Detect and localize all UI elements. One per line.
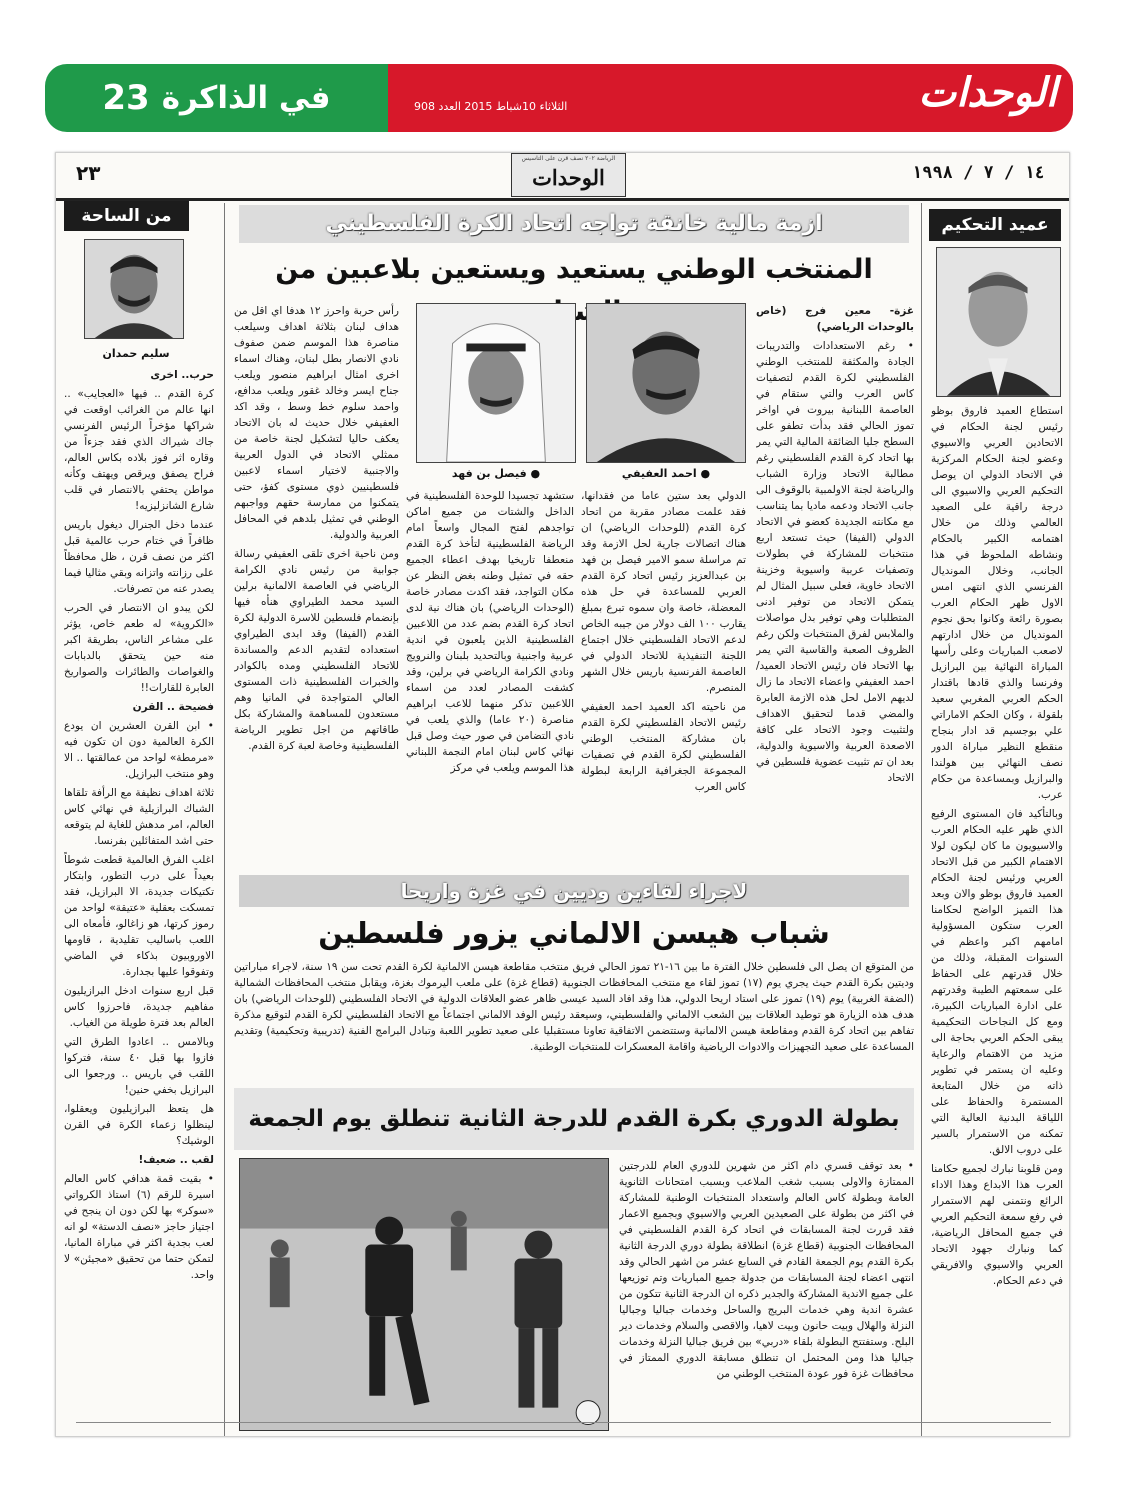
page-footer-rule — [76, 1422, 1051, 1434]
paragraph: لقب .. ضعيف! — [138, 1154, 214, 1166]
clip-date: ١٤ / ٧ / ١٩٩٨ — [911, 163, 1045, 183]
paragraph: • بعد توقف قسري دام اكثر من شهرين للدوري العام للدرجتين الممتازة والاولى بسبب شغب الملاعب وبسبب امتحانات الثانوية العامة وبطولة كاس العالم واستعداد المنتخبات الوطنية للمشاركة في اكثر من بطولة على الصعيدين العربي والاسيوي وبجميع الاعمار فقد قررت لجنة المسابقات في اتحاد كرة القدم الفلسطيني في المحافظات الجنوبية (قطاع غزة) انطلاقة بطولة دوري الدرجة الثانية بكرة القدم يوم الجمعة القادم في السابع عشر من اشهر الحالي وقد انتهى اعضاء لجنة المسابقات من جدولة جميع المباريات وتم توزيعها على جميع الاندية المشاركة والجدير ذكره ان الدرجة الثانية تتكون من عشرة اندية وهي خدمات البريج والساحل وخدمات جباليا وجباليا النزلة والهلال وبيت حانون وبيت لاهيا، والاقصى والسلام وخدمات دير البلح. وستفتتح البطولة بلقاء «دربي» بين فريق جباليا النزلة وخدمات جباليا هذا ومن المحتمل ان تنطلق مسابقة الدوري الممتاز في محافظات غزة فور عودة المنتخب الوطني من — [619, 1160, 914, 1380]
section-badge — [45, 64, 388, 132]
story1-column-1 — [756, 303, 914, 873]
newspaper-logo: الوحدات — [918, 69, 1057, 116]
page-number: 23 — [102, 78, 150, 118]
portrait-image — [417, 304, 575, 462]
paragraph: عندما دخل الجنرال ديغول باريس ظافراً في ختام حرب عالمية قبل اكثر من نصف قرن ، ظل محافظاً على رزانته واتزانه وبقي مثاليا فيما يصدر عنه من تصرفات. — [64, 519, 214, 595]
paragraph: من ناحيته اكد العميد احمد العفيفي رئيس الاتحاد الفلسطيني لكرة القدم بان مشاركة المنتخب الوطني الفلسطيني لكرة القدم في تصفيات المجموعة الجغرافية الرابعة لبطولة كاس العرب — [581, 701, 746, 793]
clip-masthead — [511, 153, 626, 197]
story2-body — [234, 959, 914, 1077]
author-name: سليم حمدان — [102, 347, 170, 360]
story1-kicker: ازمة مالية خانقة تواجه اتحاد الكرة الفلسطيني — [239, 205, 909, 243]
story3-headline: بطولة الدوري بكرة القدم للدرجة الثانية تنطلق يوم الجمعة — [234, 1088, 914, 1150]
column-divider — [224, 203, 225, 1437]
section-title: في الذاكرة — [161, 80, 331, 116]
story2-kicker: لاجراء لقاءين وديين في غزة واريحا — [239, 875, 909, 907]
match-image — [240, 1159, 608, 1431]
left-column-text — [64, 367, 214, 1427]
paragraph: حرب.. اخرى — [150, 369, 214, 381]
paragraph: • ابن القرن العشرين ان يودع الكرة العالمية دون ان تكون فيه «مرمطة» لواحد من عمالقتها .. الا وهو منتخب البرازيل. — [64, 720, 214, 780]
byline: غزة- معين فرج (خاص بالوحدات الرياضي) — [756, 305, 914, 333]
story1-column-2 — [581, 488, 746, 873]
paragraph: • رغم الاستعدادات والتدريبات الجادة والمكثفة للمنتخب الوطني الفلسطيني لكرة القدم لتصفيات كاس العرب والتي ستقام في العاصمة اللبنانية بيروت في اواخر تموز الحالي فقد بدأت تطفو على السطح جليا الضائقة المالية التي يمر بها اتحاد كرة القدم الفلسطيني رغم مطالبة الاتحاد وزارة الشباب والرياضة لجنة الاولمبية بالوقوف الى جانب الاتحاد ودعمه ماديا بما يتناسب مع مكانته الجديدة كعضو في الاتحاد الدولي (الفيفا) حيث تستعد اربع منتخبات للمشاركة في بطولات وتصفيات عربية واسيوية وخزينة الاتحاد خاوية، فعلى سبيل المثال لم يتمكن الاتحاد من توفير ادنى المتطلبات وهي توفير بدل مواصلات والملابس لفرق المنتخبات ولكن رغم الظروف الصعبة والقاسية التي يمر بها الاتحاد فان رئيس الاتحاد العميد/ احمد العفيفي واعضاء الاتحاد ما زال لديهم الامل لحل هذه الازمة العابرة والمضي قدما لتحقيق الاهداف ولتثبيت وجود الاتحاد على كافة الاصعدة العربية والاسيوية والدولية، بعد ان تم تثبيت عضوية فلسطين في الاتحاد — [756, 340, 914, 784]
portrait-image — [937, 248, 1060, 396]
paragraph: • بقيت قمة هدافي كاس العالم اسيرة للرقم (٦) استاذ الكرواتي «سوكر» بها لكن دون ان ينجح في اجتياز حاجز «نصف الدستة» لو انه لعب بجدية اكثر في مباراة المانيا، لتمكن حتما من تحقيق «مجيئن» لا واحد. — [64, 1173, 214, 1281]
column-divider — [921, 203, 922, 1437]
paragraph: قبل اربع سنوات ادخل البرازيليون مفاهيم جديدة، فاحرزوا كاس العالم بعد فترة طويلة من الغياب. — [64, 985, 214, 1029]
clip-page-number: ٢٣ — [76, 161, 101, 185]
paragraph: فضيحة .. القرن — [132, 701, 214, 713]
photo-ahmed-afifi — [586, 303, 746, 463]
masthead-name: الوحدات — [532, 165, 605, 190]
paragraph: استطاع العميد فاروق بوظو رئيس لجنة الحكام في الاتحادين العربي والاسيوي وعضو لجنة الحكام المركزية في الاتحاد الدولي ان يوصل التحكيم العربي والاسيوي الى درجة راقية على الصعيد العالمي وذلك من خلال اهتمامه الكبير بالحكام ونشاطه الملحوظ في هذا الجانب، وخلال المونديال الفرنسي الذي انتهى امس الاول ظهر الحكام العرب بصورة رائعة وكانوا بحق نجوم المونديال من خلال ادارتهم لاصعب المباريات وعلى رأسها المباراة النهائية بين البرازيل وفرنسا والذي قادها باقتدار الحكم العربي المغربي سعيد بلقولة ، وكان الحكم الاماراتي علي بوجسيم قد ادار بنجاح منقطع النظير مباراة الدور نصف النهائي بين هولندا والبرازيل وبمساعدة من حكام عرب. — [931, 405, 1063, 801]
story1-column-3 — [406, 488, 574, 873]
issue-date: الثلاثاء 10شباط 2015 العدد 908 — [414, 100, 568, 113]
story3-body — [619, 1158, 914, 1433]
paragraph: ستشهد تجسيدا للوحدة الفلسطينية في الداخل والشتات من جميع اماكن تواجدهم لفتح المجال واسعاً امام الرياضة الفلسطينية لتأخذ كرة القدم منعطفا تاريخيا بهدف اعطاء الجميع حقه في تمثيل وطنه بغض النظر عن مكان التواجد، فقد اكدت مصادر خاصة (الوحدات الرياضي) بان هناك نية لدى اتحاد كرة القدم بضم عدد من اللاعبين الفلسطينية الذين يلعبون في اندية عربية واجنبية وبالتحديد بلبنان والنرويج ونادي الكرامة الرياضي في برلين، وقد كشفت المصادر لعدد من اسماء اللاعبين تذكر منهما للاعب ابراهيم مناصرة (٢٠ عاما) والذي يلعب في نادي التضامن في صور حيث وصل قبل نهائي كاس لبنان امام النجمة اللبناني هذا الموسم ويلعب في مركز — [406, 490, 574, 774]
header-bar — [388, 64, 1073, 132]
paragraph: ومن ناحية اخرى تلقى العفيفي رسالة جوابية من رئيس نادي الكرامة الرياضي في العاصمة الالمانية برلين السيد محمد الطيراوي هنأه فيها بإنضمام فلسطين للاسرة الدولية لكرة القدم (الفيفا) وقد ابدى الطيراوي استعداده لتقديم الدعم والمساندة للاتحاد الفلسطيني ومده بالكوادر والخبرات الفلسطينية ذات المستوى العالي المتواجدة في المانيا وهم مستعدون للمساهمة والمشاركة بكل طاقاتهم من اجل تطوير الرياضة الفلسطينية وخاصة لعبة كرة القدم. — [234, 548, 399, 752]
story2-headline: شباب هيسن الالماني يزور فلسطين — [318, 916, 830, 950]
paragraph: الدولي بعد ستين عاما من فقدانها، فقد علمت مصادر مقربة من اتحاد كرة القدم (للوحدات الرياضي) ان هناك اتصالات جارية لحل الازمة وقد تم مراسلة سمو الامير فيصل بن فهد بن عبدالعزيز رئيس اتحاد كرة القدم العربي للمساعدة في حل هذه المعضلة، خاصة وان سموه تبرع بمبلغ يقارب ١٠٠ الف دولار من جيبه الخاص لدعم الاتحاد الفلسطيني خلال اجتماع اللجنة التنفيذية للاتحاد الدولي في العاصمة الفرنسية باريس خلال الشهر المنصرم. — [581, 490, 746, 694]
referee-chief-portrait — [936, 247, 1061, 397]
photo-caption: ● احمد العفيفي — [621, 467, 711, 480]
portrait-image — [85, 240, 183, 338]
football-match-photo — [239, 1158, 609, 1431]
paragraph: هل يتعظ البرازيليون ويعقلوا، لينظلوا زعماء الكرة في القرن الوشيك؟ — [64, 1103, 214, 1147]
author-portrait — [84, 239, 184, 339]
column-label-left: من الساحة — [64, 201, 189, 231]
paragraph: ثلاثة اهداف نظيفة مع الرأفة تلقاها الشباك البرازيلية في نهائي كاس العالم، امر مدهش للغاية لم يتوقعه حتى اشد المتفائلين بفرنسا. — [64, 787, 214, 847]
paragraph: من المتوقع ان يصل الى فلسطين خلال الفترة ما بين ١٦-٢١ تموز الحالي فريق منتخب مقاطعة هيسن الالمانية لكرة القدم تحت سن ١٩ سنة، لاجراء مباراتين وديتين بكرة القدم حيث يجري يوم (١٧) تموز لقاء مع منتخب المحافظات الجنوبية (قطاع غزة) على ملعب اليرموك بغزة، ويقابل منتخب المحافظات الشمالية (الضفة الغربية) يوم (١٩) تموز على استاد اريحا الدولي، هذا وقد افاد السيد عيسى ظاهر عضو العلاقات الدولية في الاتحاد الفلسطيني (للوحدات الرياضي) بان هدف هذه الزيارة هو توطيد العلاقات بين الشعب الالماني والفلسطيني، وسيعقد رئيس الوفد الالماني اجتماعاً مع الاتحاد الفلسطيني لكرة القدم لتوقيع مذكرة تفاهم بين اتحاد كرة القدم ومقاطعة هيسن الالمانية وستتضمن الاتفاقية تعاونا مستقبليا على صعيد تطوير اللعبة وتبادل البرامج الفنية (تدريبية وتحكيمية) وتقديم المساعدة على صعيد التجهيزات والادوات الرياضية واقامة المعسكرات للمنتخبات الوطنية. — [234, 961, 914, 1053]
photo-caption: ● فيصل بن فهد — [451, 467, 541, 480]
story1-headline: المنتخب الوطني يستعيد ويستعين بلاعبين من — [275, 254, 873, 285]
paragraph: وبالامس .. اعادوا الطرق التي فازوا بها قبل ٤٠ سنة، فتركوا اللقب في باريس .. ورجعوا الى البرازيل بخفي حنين! — [64, 1036, 214, 1096]
paragraph: ومن قلوبنا نبارك لجميع حكامنا العرب هذا الابداع وهذا الاداء الرائع ونتمنى لهم الاستمرار في رفع سمعة التحكيم العربي في جميع المحافل الرياضية، كما ونبارك جهود الاتحاد العربي والاسيوي والافريقي في دعم الحكام. — [931, 1163, 1063, 1287]
paragraph: كرة القدم .. فيها «العجايب» .. انها عالم من الغرائب اوقعت في شراكها مؤخراً الرئيس الفرنسي جاك شيراك الذي فقد جزءاً من وقاره اثر فوز بلاده بكاس العالم، فراح يصفق ويرقص ويهتف وكأنه مواطن يحتفي بالانتصار في قلب شارع الشانزليزيه! — [64, 388, 214, 512]
paragraph: لكن يبدو ان الانتصار في الحرب «الكروية» له طعم خاص، يؤثر على مشاعر الناس، بطريقة اكبر منه حين يتحقق بالدبابات والغواصات والطائرات والصواريخ العابرة للقارات!! — [64, 602, 214, 694]
portrait-image — [587, 304, 745, 462]
masthead-tagline: الرياضة ٢٠٢ نصف قرن على التاسيس — [521, 155, 616, 162]
paragraph: اغلب الفرق العالمية قطعت شوطاً بعيداً على درب التطور، وابتكار تكتيكات جديدة، الا البرازيل، فقد تمسكت بعقلية «عتيقة» لواحد من رموز كرتها، هو زاغالو، فأمعاه الى اللعب باساليب تقليدية ، قاومها الاوروبيون بذكاء في الماضي وتفوقوا عليها بجدارة. — [64, 854, 214, 978]
photo-faisal-bin-fahd — [416, 303, 576, 463]
paragraph: رأس حربة واحرز ١٢ هدفا اي اقل من هداف لبنان بثلاثة اهداف وسيلعب مناصرة هذا الموسم ضمن صفوف نادي الانصار بطل لبنان، وهناك اسماء اخرى امثال ابراهيم منصور ويلعب جناح ايسر وخالد غقور ويلعب مدافع، واحمد سلوم خط وسط ، وقد اكد العفيفي خلال حديث له بان الاتحاد يعكف حاليا لتشكيل لجنة خاصة من ممثلي الاتحاد في الدول العربية والاجنبية لاختيار اسماء لاعبين فلسطينيين ذوي مستوى كفؤ، حتى يتمكنوا من ممارسة حقهم وواجبهم الوطني في تمثيل بلدهم في المحافل العربية والدولية. — [234, 305, 399, 541]
story1-column-4 — [234, 303, 399, 873]
column-label-right: عميد التحكيم — [929, 209, 1061, 241]
top-banner — [45, 64, 1073, 132]
right-column-text — [931, 403, 1063, 1433]
paragraph: وبالتأكيد فان المستوى الرفيع الذي ظهر عليه الحكام العرب والاسيويون ما كان ليكون لولا الاهتمام الكبير من قبل الاتحاد العربي ورئيس لجنة الحكام العميد فاروق بوظو والان وبعد هذا التميز الواضح لحكامنا العرب ستكون المسؤولية امامهم اكبر واعظم في السنوات المقبلة، وذلك من خلال قدرتهم على الحفاظ على سمعتهم الطيبة وقدرتهم على ادارة المباريات الكبيرة، ومع كل النجاحات التحكيمية يبقى الحكم العربي بحاجة الى مزيد من الاهتمام والرعاية وعليه ان يستمر في تطوير ذاته من خلال المتابعة المستمرة والحفاظ على اللياقة البدنية العالية التي تمكنه من الاستمرار بالسير على دروب الالق. — [931, 808, 1063, 1156]
clip-page-header — [56, 153, 1069, 201]
scanned-newspaper-page — [55, 152, 1070, 1437]
